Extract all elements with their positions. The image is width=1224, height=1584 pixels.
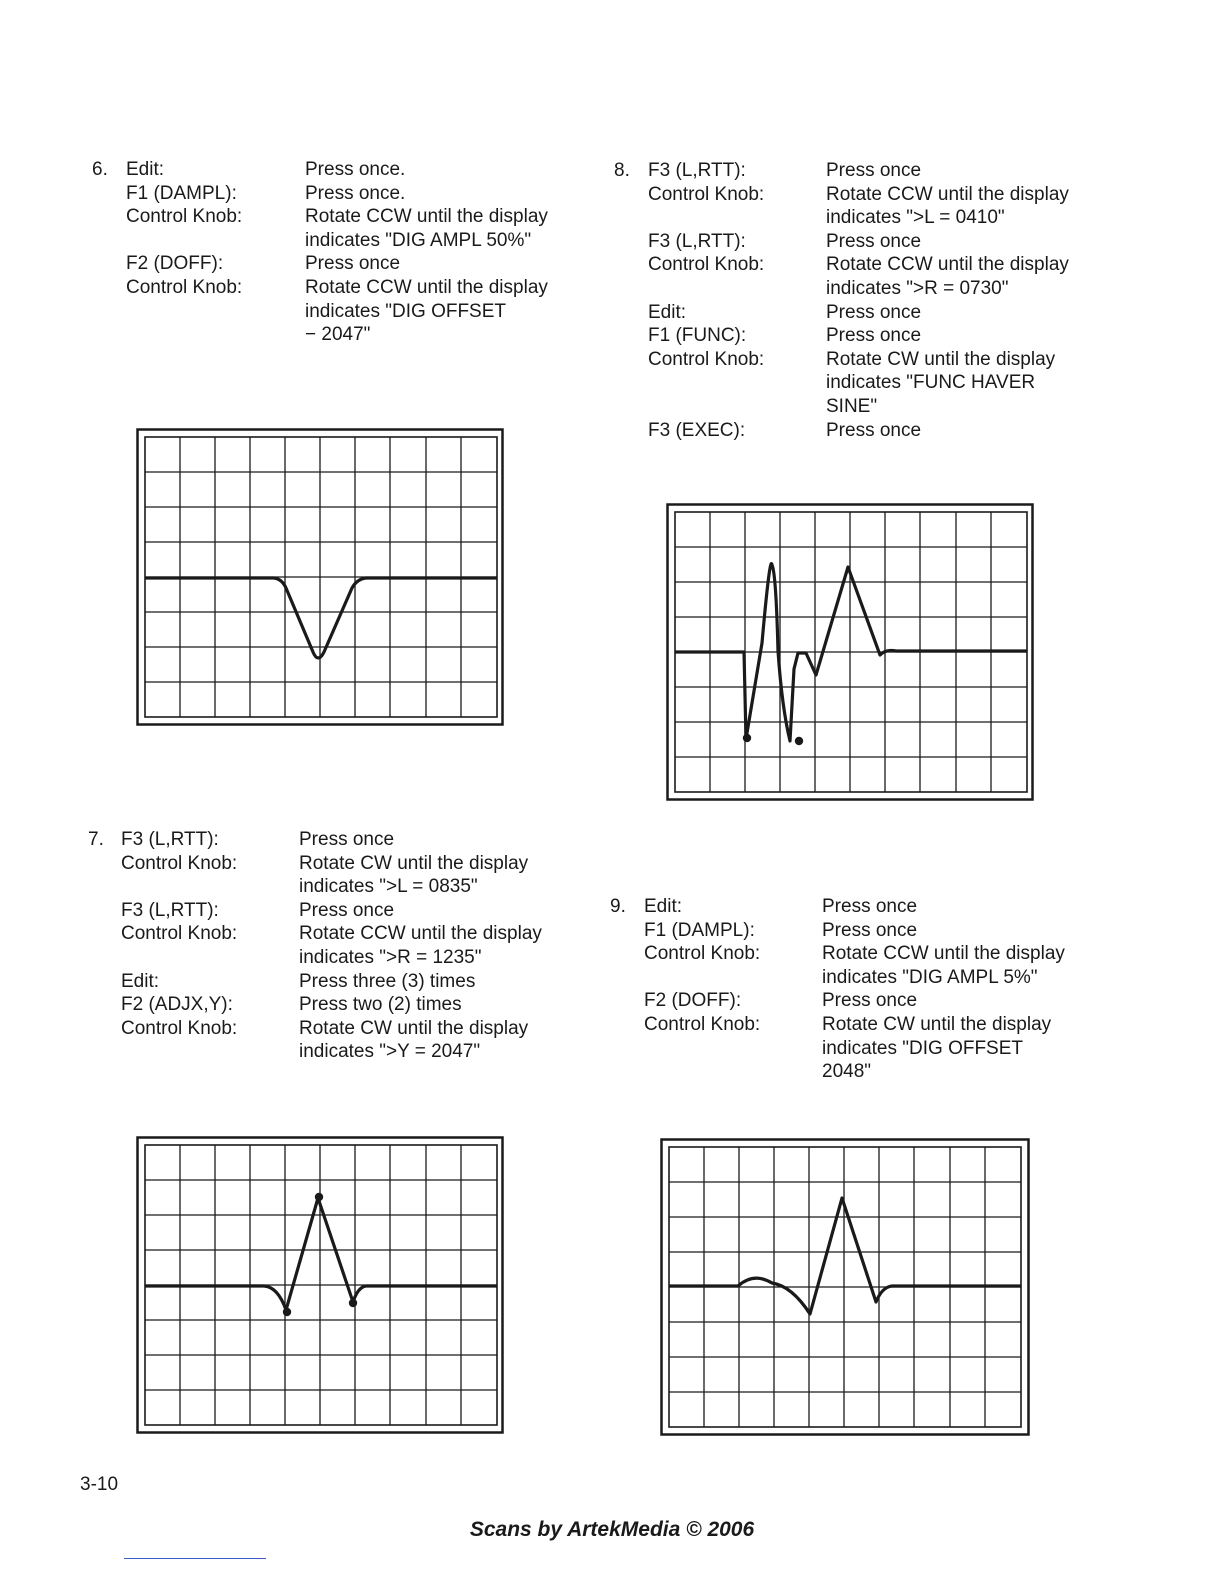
instruction-row bbox=[648, 230, 1069, 254]
step-number: 9. bbox=[610, 896, 626, 917]
action-text: Press once bbox=[826, 325, 922, 347]
page-number: 3-10 bbox=[80, 1474, 119, 1495]
key-label: F2 (DOFF): bbox=[644, 990, 742, 1012]
oscilloscope-screen bbox=[666, 503, 1034, 801]
key-label: Control Knob: bbox=[126, 276, 243, 298]
key-label: Control Knob: bbox=[648, 348, 765, 370]
scope-marker-left bbox=[743, 734, 751, 742]
action-text: Press once bbox=[299, 899, 395, 921]
key-label: Control Knob: bbox=[121, 852, 238, 874]
action-text: Press once bbox=[826, 160, 922, 181]
instruction-row bbox=[644, 895, 1065, 919]
instruction-row bbox=[126, 276, 548, 347]
instruction-row bbox=[121, 828, 542, 852]
instruction-row bbox=[644, 942, 1065, 989]
key-label: F1 (DAMPL): bbox=[644, 919, 755, 941]
instruction-row bbox=[648, 301, 1069, 325]
oscilloscope-display-step-7 bbox=[136, 1136, 504, 1434]
action-text: Rotate CCW until the display indicates "DIG AMPL 50%" bbox=[305, 206, 548, 251]
key-label: F3 (L,RTT): bbox=[648, 230, 746, 252]
footer-rule bbox=[124, 1558, 266, 1559]
action-text: Rotate CW until the display indicates "DIG OFFSET 2048" bbox=[822, 1013, 1052, 1083]
action-text: Rotate CCW until the display indicates ">R = 0730" bbox=[826, 254, 1069, 299]
key-label: F3 (EXEC): bbox=[648, 419, 746, 441]
action-text: Rotate CW until the display indicates ">L = 0835" bbox=[299, 852, 529, 898]
instruction-row bbox=[121, 922, 542, 969]
key-label: F2 (DOFF): bbox=[126, 253, 224, 275]
action-text: Press once bbox=[826, 301, 922, 323]
key-label: Control Knob: bbox=[644, 1013, 761, 1035]
key-label: Control Knob: bbox=[126, 206, 243, 228]
instruction-row bbox=[121, 993, 542, 1017]
key-label: Control Knob: bbox=[121, 1017, 238, 1039]
instruction-row bbox=[648, 324, 1069, 348]
step-number: 6. bbox=[92, 159, 108, 180]
oscilloscope-display-step-6 bbox=[136, 428, 504, 726]
key-label: F3 (L,RTT): bbox=[121, 899, 219, 921]
key-label: F3 (L,RTT): bbox=[121, 829, 219, 850]
step-number: 8. bbox=[614, 160, 630, 181]
scope-trace bbox=[669, 1198, 1021, 1314]
instruction-row bbox=[121, 852, 542, 899]
scope-marker-right bbox=[795, 737, 803, 745]
instruction-row bbox=[126, 182, 548, 206]
action-text: Press once bbox=[822, 896, 918, 917]
instruction-row bbox=[644, 1013, 1065, 1084]
instruction-row bbox=[121, 1017, 542, 1064]
instruction-row bbox=[121, 899, 542, 923]
action-text: Press two (2) times bbox=[299, 994, 462, 1016]
instruction-row bbox=[644, 989, 1065, 1013]
key-label: Control Knob: bbox=[648, 254, 765, 276]
instruction-row bbox=[126, 205, 548, 252]
instruction-row bbox=[126, 252, 548, 276]
key-label: F3 (L,RTT): bbox=[648, 160, 746, 181]
action-text: Press once bbox=[305, 253, 401, 275]
key-label: F1 (DAMPL): bbox=[126, 182, 237, 204]
action-text: Press once bbox=[822, 919, 918, 941]
key-label: Edit: bbox=[644, 896, 683, 917]
action-text: Rotate CCW until the display indicates "DIG AMPL 5%" bbox=[822, 943, 1065, 988]
key-label: F1 (FUNC): bbox=[648, 325, 747, 347]
action-text: Press once. bbox=[305, 159, 406, 180]
action-text: Press once bbox=[826, 419, 922, 441]
step-number: 7. bbox=[88, 829, 104, 850]
action-text: Rotate CCW until the display indicates ">L = 0410" bbox=[826, 183, 1069, 229]
scope-cursor-right bbox=[349, 1299, 357, 1307]
key-label: F2 (ADJX,Y): bbox=[121, 994, 233, 1016]
oscilloscope-screen bbox=[136, 428, 504, 726]
scope-trace bbox=[145, 578, 497, 658]
instruction-row bbox=[648, 159, 1069, 183]
key-label: Control Knob: bbox=[644, 943, 761, 965]
action-text: Rotate CCW until the display indicates ">R = 1235" bbox=[299, 923, 542, 968]
instruction-row bbox=[644, 919, 1065, 943]
instruction-row bbox=[648, 183, 1069, 230]
key-label: Edit: bbox=[648, 301, 687, 323]
key-label: Edit: bbox=[126, 159, 165, 180]
action-text: Press once bbox=[299, 829, 395, 850]
scope-cursor-left bbox=[283, 1308, 291, 1316]
action-text: Rotate CW until the display indicates ">Y = 2047" bbox=[299, 1017, 529, 1063]
oscilloscope-display-step-8 bbox=[666, 503, 1034, 801]
key-label: Control Knob: bbox=[121, 923, 238, 945]
instruction-row bbox=[648, 253, 1069, 300]
action-text: Press once bbox=[822, 990, 918, 1012]
oscilloscope-display-step-9 bbox=[660, 1138, 1030, 1436]
action-text: Rotate CCW until the display indicates "DIG OFFSET − 2047" bbox=[305, 276, 548, 346]
instruction-row bbox=[126, 158, 548, 182]
action-text: Press once bbox=[826, 230, 922, 252]
action-text: Rotate CW until the display indicates "FUNC HAVER SINE" bbox=[826, 348, 1056, 417]
instruction-row bbox=[121, 970, 542, 994]
oscilloscope-screen bbox=[136, 1136, 504, 1434]
action-text: Press three (3) times bbox=[299, 970, 476, 992]
action-text: Press once. bbox=[305, 182, 406, 204]
instruction-row bbox=[648, 348, 1069, 419]
oscilloscope-screen bbox=[660, 1138, 1030, 1436]
scan-credit: Scans by ArtekMedia © 2006 bbox=[469, 1518, 755, 1541]
key-label: Edit: bbox=[121, 970, 160, 992]
instruction-row bbox=[648, 419, 1069, 443]
key-label: Control Knob: bbox=[648, 183, 765, 205]
scope-cursor-peak bbox=[315, 1193, 323, 1201]
